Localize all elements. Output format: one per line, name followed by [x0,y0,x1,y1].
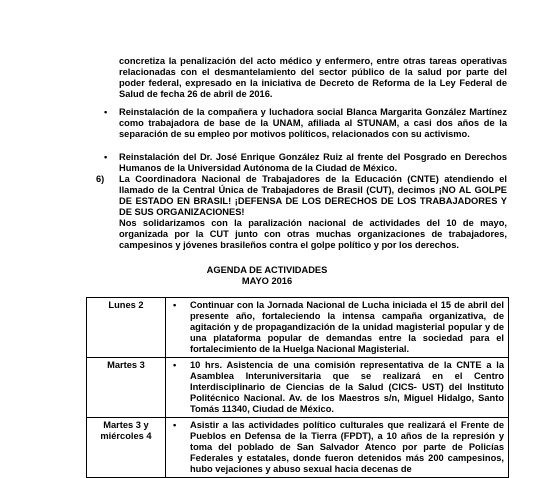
item-number: 6) [96,174,105,184]
activity-cell [166,358,509,418]
activity-text: 10 hrs. Asistencia de una comisión representativa de la CNTE a la Asamblea Interuniversitaria que se realizará en el Centro Interdisciplinario de Ciencias de la Salud (CICS- UST) del Instituto Politécnico Nacional. Av. de los Maestros s/n, Miguel Hidalgo, Santo Tomás 11340, Ciudad de México. [190,360,504,414]
activity-text: Continuar con la Jornada Nacional de Lucha iniciada el 15 de abril del presente año, fortaleciendo la intensa campaña organizativa, de agitación y de propagandización de la unidad magisterial popular y de una plataforma popular de demandas entre la sociedad para el fortalecimiento de la Huelga Nacional Magisterial. [190,300,504,354]
activity-cell [166,418,509,478]
bullet-text: Reinstalación del Dr. José Enrique González Ruiz al frente del Posgrado en Derechos Humanos de la Universidad Autónoma de la Ciudad de México. [119,152,507,173]
day-cell: Martes 3 [87,358,166,418]
agenda-title: AGENDA DE ACTIVIDADES [206,265,328,275]
table-row [87,418,509,478]
day-cell: Martes 3 y miércoles 4 [87,418,166,478]
agenda-subtitle: MAYO 2016 [241,276,293,286]
bullet-symbol: • [173,420,177,430]
bullet-symbol: • [104,152,108,162]
day-cell: Lunes 2 [87,298,166,358]
agenda-table [86,297,509,478]
item-6-followup: Nos solidarizamos con la paralización nacional de actividades del 10 de mayo, organizada por la CUT junto con otras muchas organizaciones de trabajadores, campesinos y jóvenes brasileños contra el golpe político y por los derechos. [119,218,507,250]
bullet-symbol: • [173,300,177,310]
item-6-text: La Coordinadora Nacional de Trabajadores de la Educación (CNTE) atendiendo el llamado de la Central Única de Trabajadores de Brasil (CUT), decimos ¡NO AL GOLPE DE ESTADO EN BRASIL! ¡DEFENSA DE LOS DERECHOS DE LOS TRABAJADORES Y DE SUS ORGANIZACIONES! [119,174,507,217]
table-row [87,298,509,358]
activity-cell [166,298,509,358]
bullet-text: Reinstalación de la compañera y luchadora social Blanca Margarita González Martínez como trabajadora de base de la UNAM, afiliada al STUNAM, a casi dos años de la separación de su empleo por motivos políticos, relacionados con su activismo. [119,107,507,139]
bullet-symbol: • [173,360,177,370]
continuation-paragraph: concretiza la penalización del acto médico y enfermero, entre otras tareas operativas relacionadas con el desmantelamiento del sector público de la salud por parte del poder federal, expresado en la iniciativa de Decreto de Reforma de la Ley Federal de Salud de fecha 26 de abril de 2016. [119,56,507,99]
activity-text: Asistir a las actividades político culturales que realizará el Frente de Pueblos en Defensa de la Tierra (FPDT), a 10 años de la represión y toma del poblado de San Salvador Atenco por parte de Policías Federales y estatales, donde fueron detenidos más 200 campesinos, hubo vejaciones y abuso sexual hacia decenas de [190,420,504,474]
bullet-symbol: • [104,107,108,117]
table-row [87,358,509,418]
